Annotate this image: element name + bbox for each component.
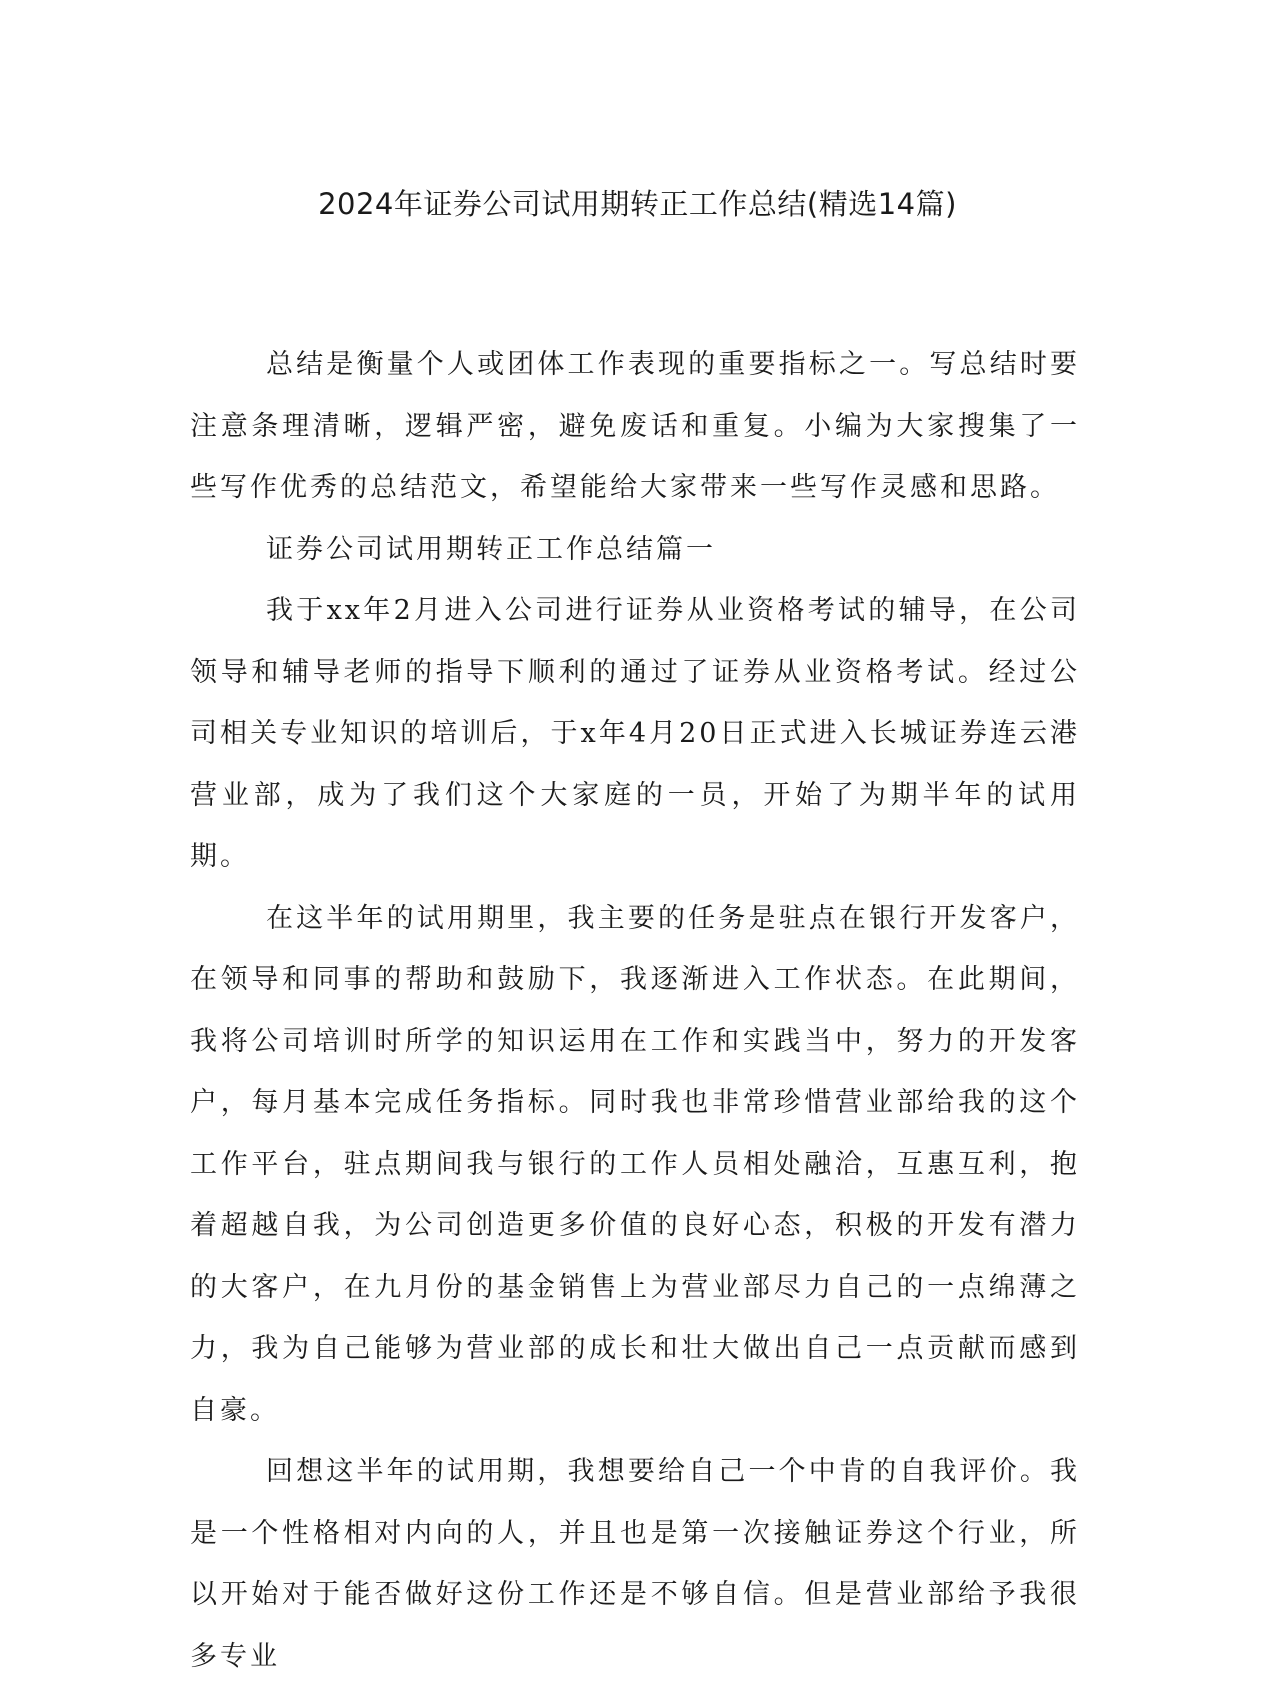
document-body <box>190 334 1080 1687</box>
document-title: 2024年证券公司试用期转正工作总结(精选14篇) <box>318 187 957 221</box>
intro-paragraph: 总结是衡量个人或团体工作表现的重要指标之一。写总结时要注意条理清晰，逻辑严密，避免废话和重复。小编为大家搜集了一些写作优秀的总结范文，希望能给大家带来一些写作灵感和思路。 <box>190 349 1080 503</box>
section-heading: 证券公司试用期转正工作总结篇一 <box>266 533 716 565</box>
body-paragraph: 在这半年的试用期里，我主要的任务是驻点在银行开发客户，在领导和同事的帮助和鼓励下，我逐渐进入工作状态。在此期间，我将公司培训时所学的知识运用在工作和实践当中，努力的开发客户，每月基本完成任务指标。同时我也非常珍惜营业部给我的这个工作平台，驻点期间我与银行的工作人员相处融洽，互惠互利，抱着超越自我，为公司创造更多价值的良好心态，积极的开发有潜力的大客户，在九月份的基金销售上为营业部尽力自己的一点绵薄之力，我为自己能够为营业部的成长和壮大做出自己一点贡献而感到自豪。 <box>190 902 1080 1426</box>
body-paragraph: 回想这半年的试用期，我想要给自己一个中肯的自我评价。我是一个性格相对内向的人，并且也是第一次接触证券这个行业，所以开始对于能否做好这份工作还是不够自信。但是营业部给予我很多专业 <box>190 1456 1080 1672</box>
body-paragraph: 我于xx年2月进入公司进行证券从业资格考试的辅导，在公司领导和辅导老师的指导下顺利的通过了证券从业资格考试。经过公司相关专业知识的培训后，于x年4月20日正式进入长城证券连云港营业部，成为了我们这个大家庭的一员，开始了为期半年的试用期。 <box>190 595 1080 872</box>
